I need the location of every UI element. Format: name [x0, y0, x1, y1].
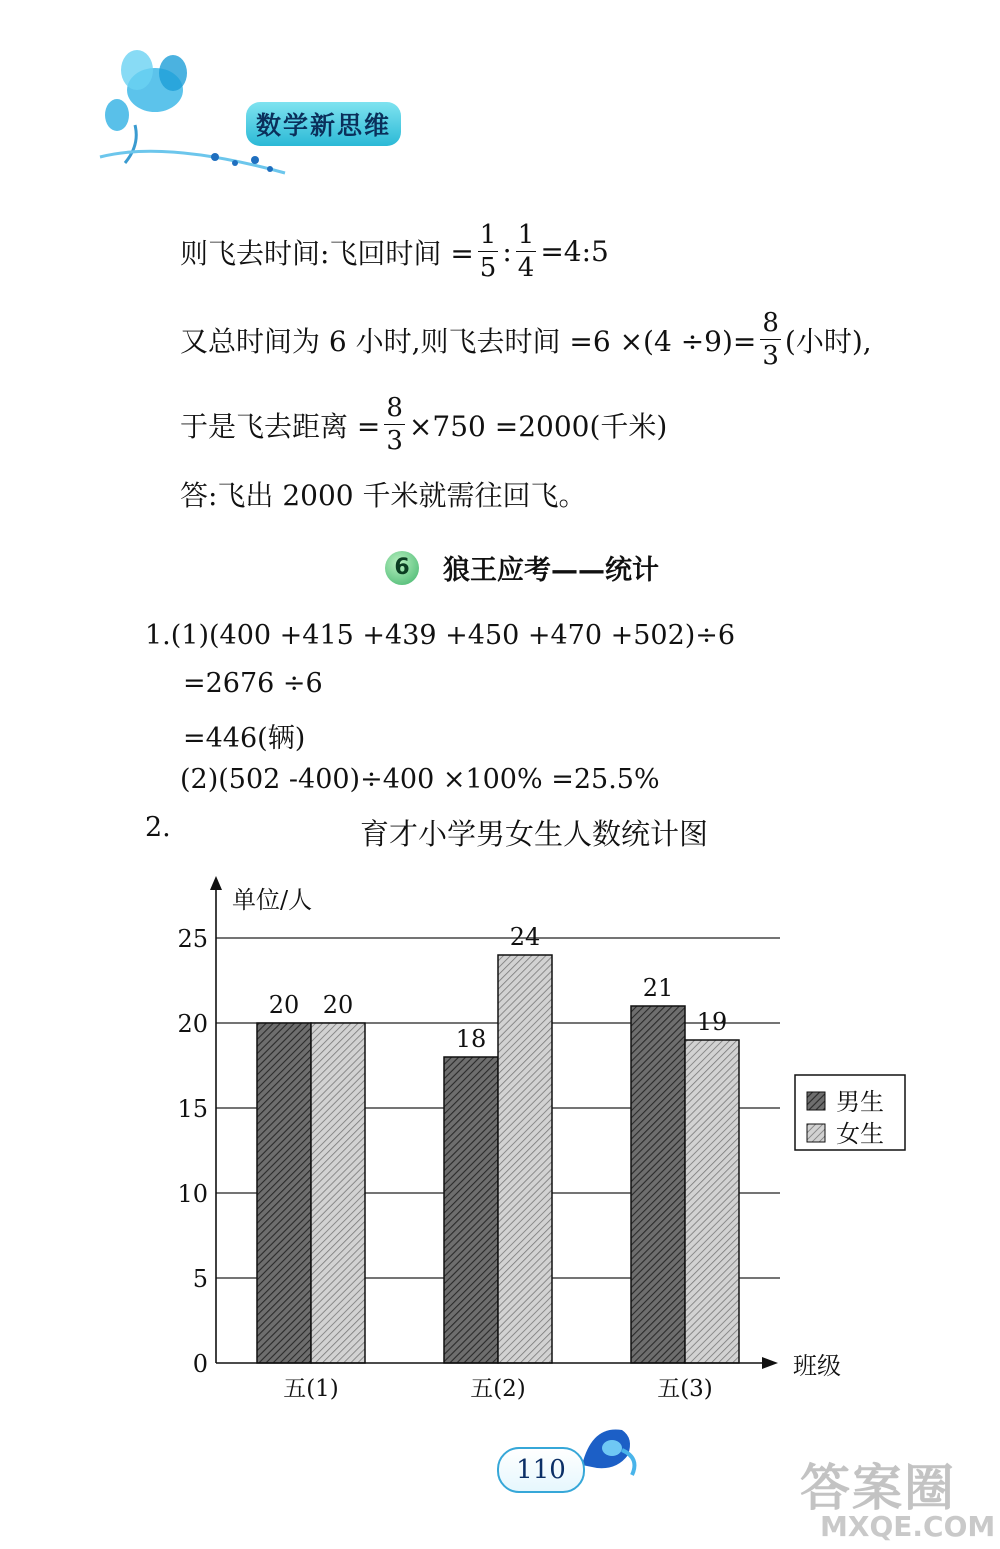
solution-text: 于是飞去距离 = [180, 409, 381, 443]
colon: : [502, 235, 512, 268]
chart-title: 育才小学男女生人数统计图 [360, 817, 709, 851]
solution-text: 则飞去时间:飞回时间 = [180, 236, 474, 270]
legend-swatch [807, 1124, 825, 1142]
solution-line-3 [180, 395, 667, 454]
section-title: 狼王应考——统计 [443, 555, 659, 586]
answer-line: 答:飞出 2000 千米就需往回飞。 [180, 479, 587, 512]
bar-boys [444, 1057, 498, 1363]
fraction: $\frac{8}{3}$ [762, 308, 779, 371]
page-number: 110 [497, 1447, 585, 1493]
section-heading [385, 548, 659, 587]
bar-chart [150, 870, 920, 1430]
fraction: $\frac{8}{3}$ [386, 393, 403, 456]
legend-label: 男生 [836, 1088, 884, 1116]
section-number-badge: 6 [385, 551, 419, 585]
solution-line-2 [180, 310, 872, 369]
y-axis-label: 单位/人 [232, 886, 313, 914]
header-title: 数学新思维 [246, 102, 401, 146]
solution-line-1 [180, 222, 609, 281]
data-label: 20 [268, 991, 300, 1019]
data-label: 21 [642, 974, 674, 1002]
y-tick-label: 20 [177, 1010, 208, 1038]
bar-girls [498, 955, 552, 1363]
data-label: 18 [455, 1025, 487, 1053]
y-tick-label: 0 [192, 1350, 208, 1378]
x-tick-label: 五(3) [657, 1376, 713, 1402]
data-label: 19 [696, 1008, 728, 1036]
fraction: $\frac{1}{5}$ [479, 220, 497, 283]
bar-girls [685, 1040, 739, 1363]
solution-text: ×750 =2000(千米) [408, 409, 668, 443]
unit: (小时), [784, 324, 872, 358]
x-axis-label: 班级 [793, 1352, 841, 1380]
q1-line-2: =2676 ÷6 [183, 668, 323, 699]
legend-label: 女生 [836, 1120, 884, 1148]
x-axis-arrow-icon [762, 1357, 778, 1369]
x-tick-label: 五(2) [470, 1376, 526, 1402]
fraction: $\frac{1}{4}$ [517, 220, 535, 283]
watermark-logo: 答案圈 [800, 1459, 956, 1517]
q1-line-4: (2)(502 -400)÷400 ×100% =25.5% [180, 764, 660, 795]
y-tick-label: 25 [177, 925, 208, 953]
watermark-url: MXQE.COM [820, 1510, 996, 1543]
bar-boys [631, 1006, 685, 1363]
data-label: 20 [322, 991, 354, 1019]
y-tick-label: 10 [177, 1180, 208, 1208]
data-label: 24 [509, 923, 541, 951]
y-axis-arrow-icon [210, 876, 222, 890]
q1-line-1: 1.(1)(400 +415 +439 +450 +470 +502)÷6 [145, 620, 736, 651]
bar-girls [311, 1023, 365, 1363]
solution-text: 又总时间为 6 小时,则飞去时间 =6 ×(4 ÷9)= [180, 324, 757, 358]
x-tick-label: 五(1) [283, 1376, 339, 1402]
q2-number: 2. [145, 812, 171, 843]
bar-boys [257, 1023, 311, 1363]
q1-line-3: =446(辆) [183, 723, 306, 754]
y-tick-label: 5 [192, 1265, 208, 1293]
legend-swatch [807, 1092, 825, 1110]
y-tick-label: 15 [177, 1095, 208, 1123]
solution-result: =4:5 [540, 235, 609, 268]
